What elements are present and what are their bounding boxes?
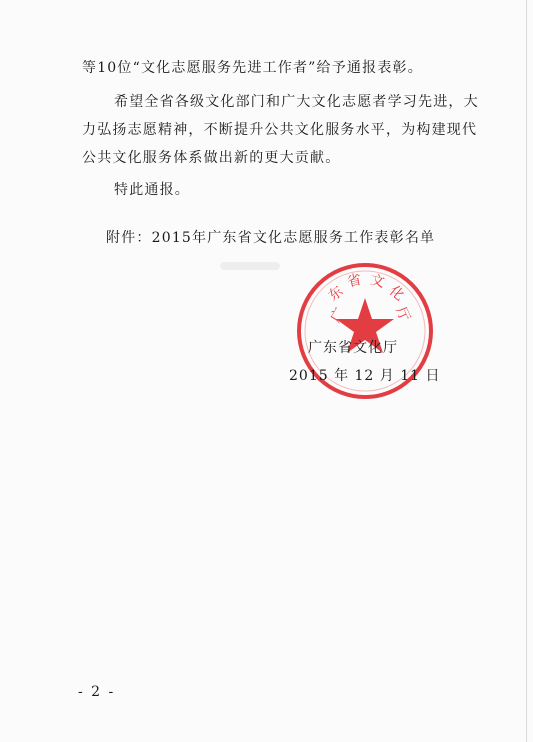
paragraph-1: 等10位“文化志愿服务先进工作者”给予通报表彰。 — [82, 60, 423, 76]
svg-text:省: 省 — [345, 271, 363, 291]
scan-smudge — [220, 262, 280, 270]
svg-text:文: 文 — [368, 272, 387, 291]
attachment-line: 附件：2015年广东省文化志愿服务工作表彰名单 — [106, 230, 436, 246]
page-number: - 2 - — [78, 684, 116, 700]
paragraph-2: 希望全省各级文化部门和广大文化志愿者学习先进，大力弘扬志愿精神，不断提升公共文化服务水平，为构建现代公共文化服务体系做出新的更大贡献。 — [82, 94, 479, 166]
svg-text:东: 东 — [325, 283, 347, 305]
svg-text:厅: 厅 — [392, 304, 413, 324]
page-edge-line — [526, 0, 527, 742]
svg-text:化: 化 — [385, 282, 408, 305]
svg-text:广: 广 — [327, 305, 349, 326]
signature-organization: 广东省文化厅 — [308, 340, 398, 356]
signature-date: 2015 年 12 月 11 日 — [289, 368, 441, 384]
paragraph-3: 特此通报。 — [114, 182, 190, 198]
